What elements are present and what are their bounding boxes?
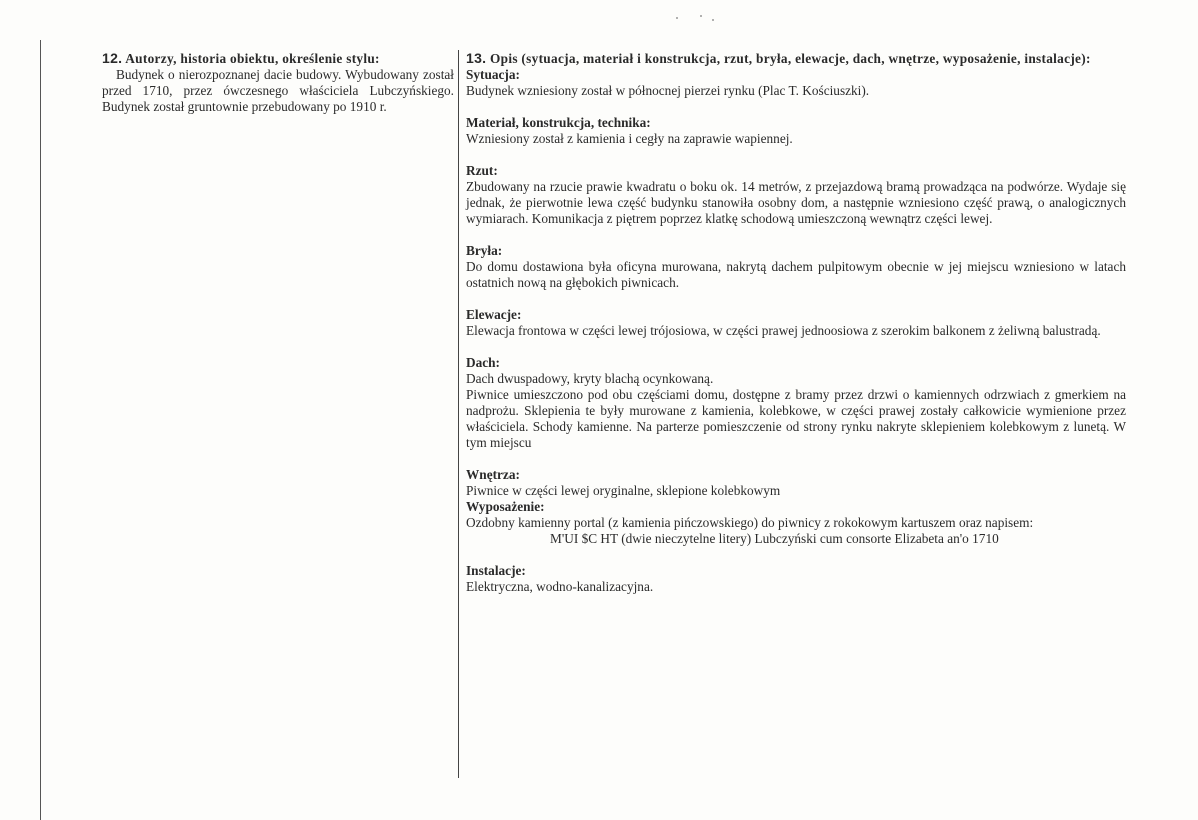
sytuacja-label: Sytuacja: [466, 67, 520, 82]
dach-label: Dach: [466, 355, 500, 370]
instalacje-label: Instalacje: [466, 563, 526, 578]
scan-speck [712, 19, 714, 21]
wnetrza-label: Wnętrza: [466, 467, 520, 482]
material-text: Wzniesiony został z kamienia i cegły na zaprawie wapiennej. [466, 131, 793, 146]
instalacje-text: Elektryczna, wodno-kanalizacyjna. [466, 579, 654, 594]
wyposazenie-text: Ozdobny kamienny portal (z kamienia pińczowskiego) do piwnicy z rokokowym kartuszem oraz napisem: [466, 515, 1034, 530]
material-label: Materiał, konstrukcja, technika: [466, 115, 651, 130]
section-13-heading [466, 50, 1126, 67]
wyposazenie-label: Wyposażenie: [466, 499, 545, 514]
elewacje-text: Elewacja frontowa w części lewej trójosiowa, w części prawej jednoosiowa z szerokim balkonem z żeliwną balustradą. [466, 323, 1101, 338]
rzut-label: Rzut: [466, 163, 498, 178]
section-12-heading [102, 50, 454, 67]
section-12-text: Budynek o nierozpoznanej dacie budowy. Wybudowany został przed 1710, przez ówczesnego właściciela Lubczyńskiego. Budynek został gruntownie przebudowany po 1910 r. [102, 67, 454, 114]
section-13-number: 13. [466, 50, 487, 66]
sytuacja-text: Budynek wzniesiony został w północnej pierzei rynku (Plac T. Kościuszki). [466, 83, 870, 98]
wnetrza-text: Piwnice w części lewej oryginalne, sklepione kolebkowym [466, 483, 781, 498]
section-12-number: 12. [102, 50, 123, 66]
page-margin-line [40, 40, 41, 820]
rzut-text: Zbudowany na rzucie prawie kwadratu o boku ok. 14 metrów, z przejazdową bramą prowadząca na podwórze. Wydaje się jednak, że pierwotnie lewa część budynku stanowiła osobny dom, a następnie wzniesiono część prawą, o analogicznych wymiarach. Komunikacja z piętrem poprzez klatkę schodową umieszczoną wewnątrz części lewej. [466, 179, 1126, 226]
elewacje-label: Elewacje: [466, 307, 522, 322]
section-12 [102, 50, 454, 115]
wyposazenie-inscription: M'UI $C HT (dwie nieczytelne litery) Lubczyński cum consorte Elizabeta an'o 1710 [550, 531, 999, 546]
scan-speck [676, 17, 678, 19]
scan-speck [700, 15, 702, 17]
dach-text-1: Dach dwuspadowy, kryty blachą ocynkowaną. [466, 371, 714, 386]
section-13-title: Opis (sytuacja, materiał i konstrukcja, rzut, bryła, elewacje, dach, wnętrze, wyposażenie, instalacje): [490, 51, 1091, 66]
dach-text-2: Piwnice umieszczono pod obu częściami domu, dostępne z bramy przez drzwi o kamiennych odrzwiach z gmerkiem na nadprożu. Sklepienia te były murowane z kamienia, kolebkowe, w części prawej zostały całkowicie wymienione przez właściciela. Schody kamienne. Na parterze pomieszczenie od strony rynku nakryte sklepieniem kolebkowym z lunetą. W tym miejscu [466, 387, 1126, 450]
bryla-text: Do domu dostawiona była oficyna murowana, nakrytą dachem pulpitowym obecnie w jej miejscu wzniesiono w latach ostatnich nową na głębokich piwnicach. [466, 259, 1126, 290]
section-13 [466, 50, 1126, 595]
section-12-title: Autorzy, historia obiektu, określenie stylu: [125, 51, 380, 66]
bryla-label: Bryła: [466, 243, 503, 258]
column-divider [458, 50, 459, 778]
